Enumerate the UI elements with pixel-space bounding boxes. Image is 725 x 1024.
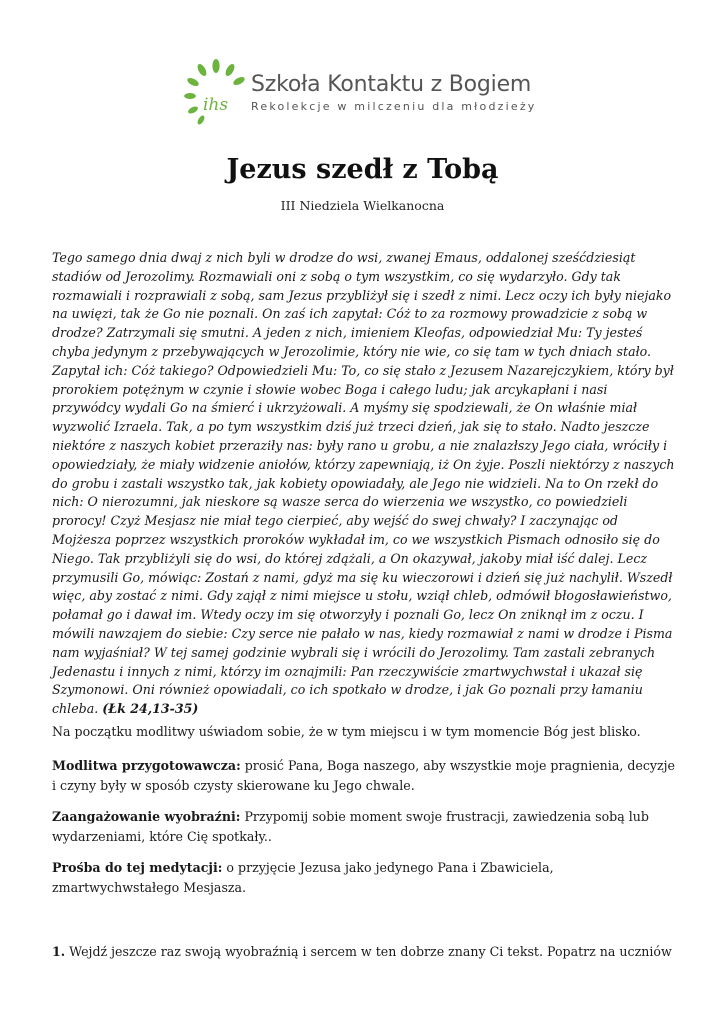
- imagination-text: Przypomij sobie moment swoje frustracji, zawiedzenia sobą lub wydarzeniami, które Cię spotkały..: [52, 809, 649, 844]
- intro-paragraph: Na początku modlitwy uświadom sobie, że w tym miejscu i w tym momencie Bóg jest blisko.: [52, 724, 641, 739]
- page-subtitle: III Niedziela Wielkanocna: [280, 198, 445, 213]
- point-one-text: Wejdź jeszcze raz swoją wyobraźnią i sercem w ten dobrze znany Ci tekst. Popatrz na uczniów: [69, 944, 672, 959]
- point-one: [52, 942, 677, 962]
- imagination-engagement: [52, 807, 677, 847]
- gospel-text: Tego samego dnia dwaj z nich byli w drodze do wsi, zwanej Emaus, oddalonej sześćdziesiąt stadiów od Jerozolimy. Rozmawiali oni z sobą o tym wszystkim, co się wydarzyło. Gdy tak rozmawiali i rozprawiali z sobą, sam Jezus przybliżył się i szedł z nimi. Lecz oczy ich były niejako na uwięzi, tak że Go nie poznali. On zaś ich zapytał: Cóż to za rozmowy prowadzicie z sobą w drodze? Zatrzymali się smutni. A jeden z nich, imieniem Kleofas, odpowiedział Mu: Ty jesteś chyba jedynym z przebywających w Jerozolimie, który nie wie, co się tam w tych dniach stało. Zapytał ich: Cóż takiego? Odpowiedzieli Mu: To, co się stało z Jezusem Nazarejczykiem, który był prorokiem potężnym w czynie i słowie wobec Boga i całego ludu; jak arcykapłani i nasi przywódcy wydali Go na śmierć i ukrzyżowali. A myśmy się spodziewali, że On właśnie miał wyzwolić Izraela. Tak, a po tym wszystkim dziś już trzeci dzień, jak się to stało. Nadto jeszcze niektóre z naszych kobiet przeraziły nas: były rano u grobu, a nie znalazłszy Jego ciała, wróciły i opowiedziały, że miały widzenie aniołów, którzy zapewniają, iż On żyje. Poszli niektórzy z naszych do grobu i zastali wszystko tak, jak kobiety opowiadały, ale Jego nie widzieli. Na to On rzekł do nich: O nierozumni, jak nieskore są wasze serca do wierzenia we wszystko, co powiedzieli prorocy! Czyż Mesjasz nie miał tego cierpieć, aby wejść do swej chwały? I zaczynając od Mojżesza poprzez wszystkich proroków wykładał im, co we wszystkich Pismach odnosiło się do Niego. Tak przybliżyli się do wsi, do której zdążali, a On okazywał, jakoby miał iść dalej. Lecz przymusili Go, mówiąc: Zostań z nami, gdyż ma się ku wieczorowi i dzień się już nachylił. Wszedł więc, aby zostać z nimi. Gdy zajął z nimi miejsce u stołu, wziął chleb, odmówił błogosławieństwo, połamał go i dawał im. Wtedy oczy im się otworzyły i poznali Go, lecz On zniknął im z oczu. I mówili nawzajem do siebie: Czy serce nie pałało w nas, kiedy rozmawiał z nami w drodze i Pisma nam wyjaśniał? W tej samej godzinie wybrali się i wrócili do Jerozolimy. Tam zastali zebranych Jedenastu i innych z nimi, którzy im oznajmili: Pan rzeczywiście zmartwychwstał i ukazał się Szymonowi. Oni również opowiadali, co ich spotkało w drodze, i jak Go poznali przy łamaniu chleba.: [52, 250, 675, 717]
- logo: [183, 58, 543, 128]
- point-one-number: 1.: [52, 944, 66, 959]
- meditation-request: [52, 858, 677, 898]
- preparatory-prayer-label: Modlitwa przygotowawcza:: [52, 758, 241, 773]
- logo-name: Szkoła Kontaktu z Bogiem: [251, 72, 532, 97]
- request-text: o przyjęcie Jezusa jako jedynego Pana i Zbawiciela, zmartwychwstałego Mesjasza.: [52, 860, 554, 895]
- request-label: Prośba do tej medytacji:: [52, 860, 223, 875]
- imagination-label: Zaangażowanie wyobraźni:: [52, 809, 241, 824]
- preparatory-prayer-text: prosić Pana, Boga naszego, aby wszystkie moje pragnienia, decyzje i czyny były w sposób czysty skierowane ku Jego chwale.: [52, 758, 676, 793]
- gospel-passage: [52, 249, 677, 719]
- logo-mark-text: ihs: [203, 95, 229, 115]
- page-title: Jezus szedł z Tobą: [226, 154, 499, 185]
- sun-logo-icon: [183, 58, 249, 128]
- gospel-reference: (Łk 24,13-35): [102, 701, 199, 717]
- preparatory-prayer: [52, 756, 677, 796]
- logo-tagline: Rekolekcje w milczeniu dla młodzieży: [251, 100, 537, 113]
